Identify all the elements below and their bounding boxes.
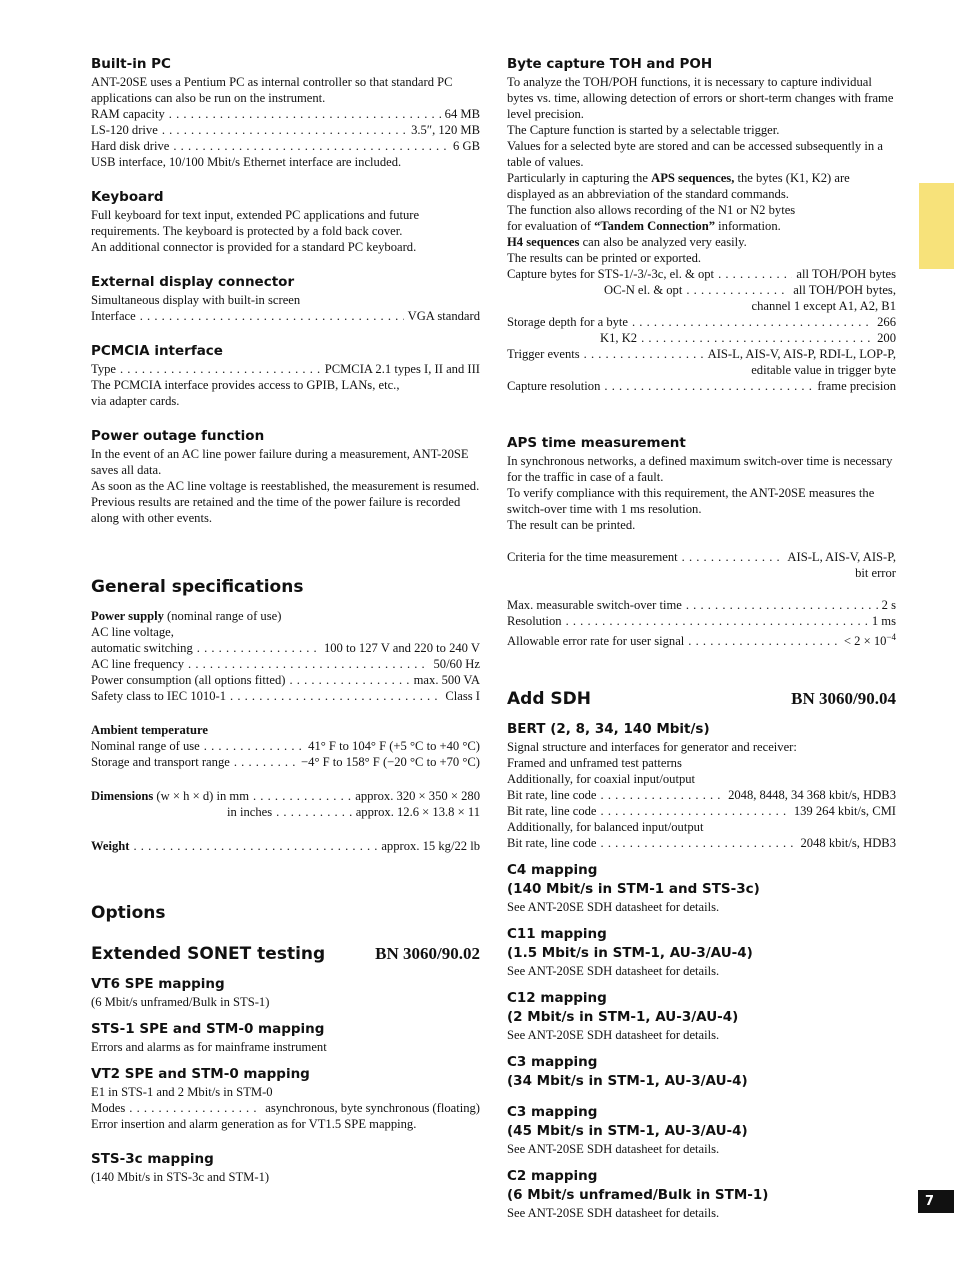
vt6-heading: VT6 SPE mapping bbox=[91, 976, 225, 992]
add-sdh-heading: Add SDH BN 3060/90.04 bbox=[507, 689, 896, 710]
c4-mapping-subheading: (140 Mbit/s in STM-1 and STS-3c) bbox=[507, 881, 760, 898]
pcmcia-text-2: via adapter cards. bbox=[91, 394, 180, 408]
ambient-temperature-label: Ambient temperature bbox=[91, 723, 208, 737]
extended-sonet-heading: Extended SONET testing BN 3060/90.02 bbox=[91, 944, 480, 964]
byte-capture-text-6: for evaluation of “Tandem Connection” information. bbox=[507, 219, 781, 233]
builtin-pc-heading: Built-in PC bbox=[91, 56, 171, 72]
byte-capture-text-7: H4 sequences can also be analyzed very easily. bbox=[507, 235, 747, 249]
spec-row-dimensions-in: in inches . . . approx. 12.6 × 13.8 × 11 bbox=[91, 804, 480, 820]
external-display-text: Simultaneous display with built-in screen bbox=[91, 293, 301, 307]
c4-mapping-text: See ANT-20SE SDH datasheet for details. bbox=[507, 900, 720, 915]
trigger-continuation: editable value in trigger byte bbox=[751, 363, 896, 377]
power-outage-text-1: In the event of an AC line power failure during a measurement, ANT-20SE saves all data. bbox=[91, 447, 469, 477]
pcmcia-text-1: The PCMCIA interface provides access to GPIB, LANs, etc., bbox=[91, 378, 400, 392]
sts3c-text: (140 Mbit/s in STS-3c and STM-1) bbox=[91, 1170, 270, 1184]
spec-row-safety-class: Safety class to IEC 1010-1 . . . Class I bbox=[91, 688, 480, 704]
c12-mapping-heading: C12 mapping bbox=[507, 990, 607, 1007]
byte-capture-text-8: The results can be printed or exported. bbox=[507, 251, 702, 265]
c11-mapping-subheading: (1.5 Mbit/s in STM-1, AU-3/AU-4) bbox=[507, 945, 753, 962]
spec-row-capture-resolution: Capture resolution . . . frame precision bbox=[507, 378, 896, 394]
spec-row-k1k2: K1, K2 . . . 200 bbox=[507, 330, 896, 346]
spec-row-criteria: Criteria for the time measurement . . . AIS-L, AIS-V, AIS-P, bbox=[507, 549, 896, 565]
sts1-text: Errors and alarms as for mainframe instrument bbox=[91, 1040, 327, 1054]
byte-capture-text-3: Values for a selected byte are stored and can be accessed subsequently in a table of values. bbox=[507, 139, 883, 169]
spec-row-error-rate: Allowable error rate for user signal . . . < $2 \times 10^{-4}$ bbox=[507, 629, 896, 649]
bert-text-1: Signal structure and interfaces for generator and receiver: bbox=[507, 740, 797, 755]
ac-line-voltage: AC line voltage, bbox=[91, 625, 174, 639]
vt2-heading: VT2 SPE and STM-0 mapping bbox=[91, 1066, 310, 1082]
builtin-pc-intro: ANT-20SE uses a Pentium PC as internal controller so that standard PC applications can also be run on the instrument. bbox=[91, 75, 453, 105]
spec-row-capture-bytes: Capture bytes for STS-1/-3/-3c, el. & opt . . . all TOH/POH bytes bbox=[507, 266, 896, 282]
c11-mapping-heading: C11 mapping bbox=[507, 926, 607, 943]
power-outage-text-2: As soon as the AC line voltage is reestablished, the measurement is resumed. Previous results are retained and the time of the power failure is recorded along with other events. bbox=[91, 479, 480, 525]
vt2-text: E1 in STS-1 and 2 Mbit/s in STM-0 bbox=[91, 1085, 273, 1099]
vt2-text-2: Error insertion and alarm generation as for VT1.5 SPE mapping. bbox=[91, 1117, 417, 1131]
vt6-text: (6 Mbit/s unframed/Bulk in STS-1) bbox=[91, 995, 270, 1009]
ocn-continuation: channel 1 except A1, A2, B1 bbox=[751, 299, 896, 313]
c3-34-mapping-subheading: (34 Mbit/s in STM-1, AU-3/AU-4) bbox=[507, 1073, 748, 1090]
aps-text-2: To verify compliance with this requirement, the ANT-20SE measures the switch-over time with 1 ms resolution. bbox=[507, 486, 875, 516]
spec-row-pcmcia-type: Type . . . PCMCIA 2.1 types I, II and III bbox=[91, 361, 480, 377]
spec-row-bitrate-2: Bit rate, line code . . . 139 264 kbit/s, CMI bbox=[507, 803, 896, 819]
sts3c-heading: STS-3c mapping bbox=[91, 1151, 214, 1167]
aps-text-1: In synchronous networks, a defined maximum switch-over time is necessary for the traffic in case of a fault. bbox=[507, 454, 893, 484]
c3-34-mapping-heading: C3 mapping bbox=[507, 1054, 598, 1071]
right-column bbox=[507, 55, 896, 1221]
c3-45-mapping-subheading: (45 Mbit/s in STM-1, AU-3/AU-4) bbox=[507, 1123, 748, 1140]
sts1-heading: STS-1 SPE and STM-0 mapping bbox=[91, 1021, 325, 1037]
spec-row-harddisk: Hard disk drive . . . 6 GB bbox=[91, 138, 480, 154]
pcmcia-heading: PCMCIA interface bbox=[91, 343, 223, 359]
spec-row-bitrate-1: Bit rate, line code . . . 2048, 8448, 34 368 kbit/s, HDB3 bbox=[507, 787, 896, 803]
spec-row-weight: Weight . . . approx. 15 kg/22 lb bbox=[91, 838, 480, 854]
power-supply-line: Power supply (nominal range of use) bbox=[91, 609, 282, 623]
spec-row-ls120: LS-120 drive . . . 3.5″, 120 MB bbox=[91, 122, 480, 138]
c2-mapping-heading: C2 mapping bbox=[507, 1168, 598, 1185]
spec-row-modes: Modes . . . asynchronous, byte synchronous (floating) bbox=[91, 1100, 480, 1116]
page-number: 7 bbox=[918, 1190, 954, 1213]
criteria-continuation: bit error bbox=[855, 566, 896, 580]
spec-row-dimensions-mm: Dimensions (w × h × d) in mm . . . approx. 320 × 350 × 280 bbox=[91, 788, 480, 804]
c12-mapping-text: See ANT-20SE SDH datasheet for details. bbox=[507, 1028, 720, 1043]
spec-row-storage-depth: Storage depth for a byte . . . 266 bbox=[507, 314, 896, 330]
spec-row-bitrate-3: Bit rate, line code . . . 2048 kbit/s, HDB3 bbox=[507, 835, 896, 851]
c2-mapping-subheading: (6 Mbit/s unframed/Bulk in STM-1) bbox=[507, 1187, 769, 1204]
spec-row-ram: RAM capacity . . . 64 MB bbox=[91, 106, 480, 122]
bert-text-2: Framed and unframed test patterns bbox=[507, 756, 682, 771]
byte-capture-heading: Byte capture TOH and POH bbox=[507, 56, 713, 72]
c3-45-mapping-heading: C3 mapping bbox=[507, 1104, 598, 1121]
c11-mapping-text: See ANT-20SE SDH datasheet for details. bbox=[507, 964, 720, 979]
external-display-heading: External display connector bbox=[91, 274, 295, 290]
keyboard-text-2: An additional connector is provided for a standard PC keyboard. bbox=[91, 240, 417, 254]
keyboard-text-1: Full keyboard for text input, extended PC applications and future requirements. The keyboard is protected by a fold back cover. bbox=[91, 208, 420, 238]
keyboard-heading: Keyboard bbox=[91, 189, 164, 205]
options-heading: Options bbox=[91, 903, 166, 923]
byte-capture-text-5: The function also allows recording of the N1 or N2 bytes bbox=[507, 203, 796, 217]
byte-capture-text-4: Particularly in capturing the APS sequences, the bytes (K1, K2) are displayed as an abbreviation of the standard commands. bbox=[507, 171, 850, 201]
builtin-pc-note: USB interface, 10/100 Mbit/s Ethernet interface are included. bbox=[91, 155, 402, 169]
spec-row-nominal-range: Nominal range of use . . . 41° F to 104° F (+5 °C to +40 °C) bbox=[91, 738, 480, 754]
spec-row-ac-frequency: AC line frequency . . . 50/60 Hz bbox=[91, 656, 480, 672]
spec-row-interface: Interface . . . VGA standard bbox=[91, 308, 480, 324]
spec-row-power-consumption: Power consumption (all options fitted) . . . max. 500 VA bbox=[91, 672, 480, 688]
left-column bbox=[91, 55, 480, 1185]
section-tab-marker bbox=[919, 183, 954, 269]
spec-row-resolution: Resolution . . . 1 ms bbox=[507, 613, 896, 629]
c12-mapping-subheading: (2 Mbit/s in STM-1, AU-3/AU-4) bbox=[507, 1009, 739, 1026]
bert-text-3: Additionally, for coaxial input/output bbox=[507, 772, 696, 787]
spec-row-auto-switching: automatic switching . . . 100 to 127 V and 220 to 240 V bbox=[91, 640, 480, 656]
bert-heading: BERT (2, 8, 34, 140 Mbit/s) bbox=[507, 721, 710, 738]
aps-text-3: The result can be printed. bbox=[507, 518, 636, 532]
general-specifications-heading: General specifications bbox=[91, 577, 304, 597]
aps-heading: APS time measurement bbox=[507, 435, 686, 451]
spec-row-max-switchover: Max. measurable switch-over time . . . 2 s bbox=[507, 597, 896, 613]
byte-capture-text-1: To analyze the TOH/POH functions, it is necessary to capture individual bytes vs. time, allowing detection of errors or short-term changes with frame level precision. bbox=[507, 75, 894, 121]
byte-capture-text-2: The Capture function is started by a selectable trigger. bbox=[507, 123, 780, 137]
spec-row-trigger-events: Trigger events . . . AIS-L, AIS-V, AIS-P, RDI-L, LOP-P, bbox=[507, 346, 896, 362]
spec-row-storage-range: Storage and transport range . . . −4° F to 158° F (−20 °C to +70 °C) bbox=[91, 754, 480, 770]
c2-mapping-text: See ANT-20SE SDH datasheet for details. bbox=[507, 1206, 720, 1221]
spec-row-ocn: OC-N el. & opt . . . all TOH/POH bytes, bbox=[507, 282, 896, 298]
c3-45-mapping-text: See ANT-20SE SDH datasheet for details. bbox=[507, 1142, 720, 1157]
bert-text-4: Additionally, for balanced input/output bbox=[507, 820, 704, 835]
power-outage-heading: Power outage function bbox=[91, 428, 265, 444]
c4-mapping-heading: C4 mapping bbox=[507, 862, 598, 879]
